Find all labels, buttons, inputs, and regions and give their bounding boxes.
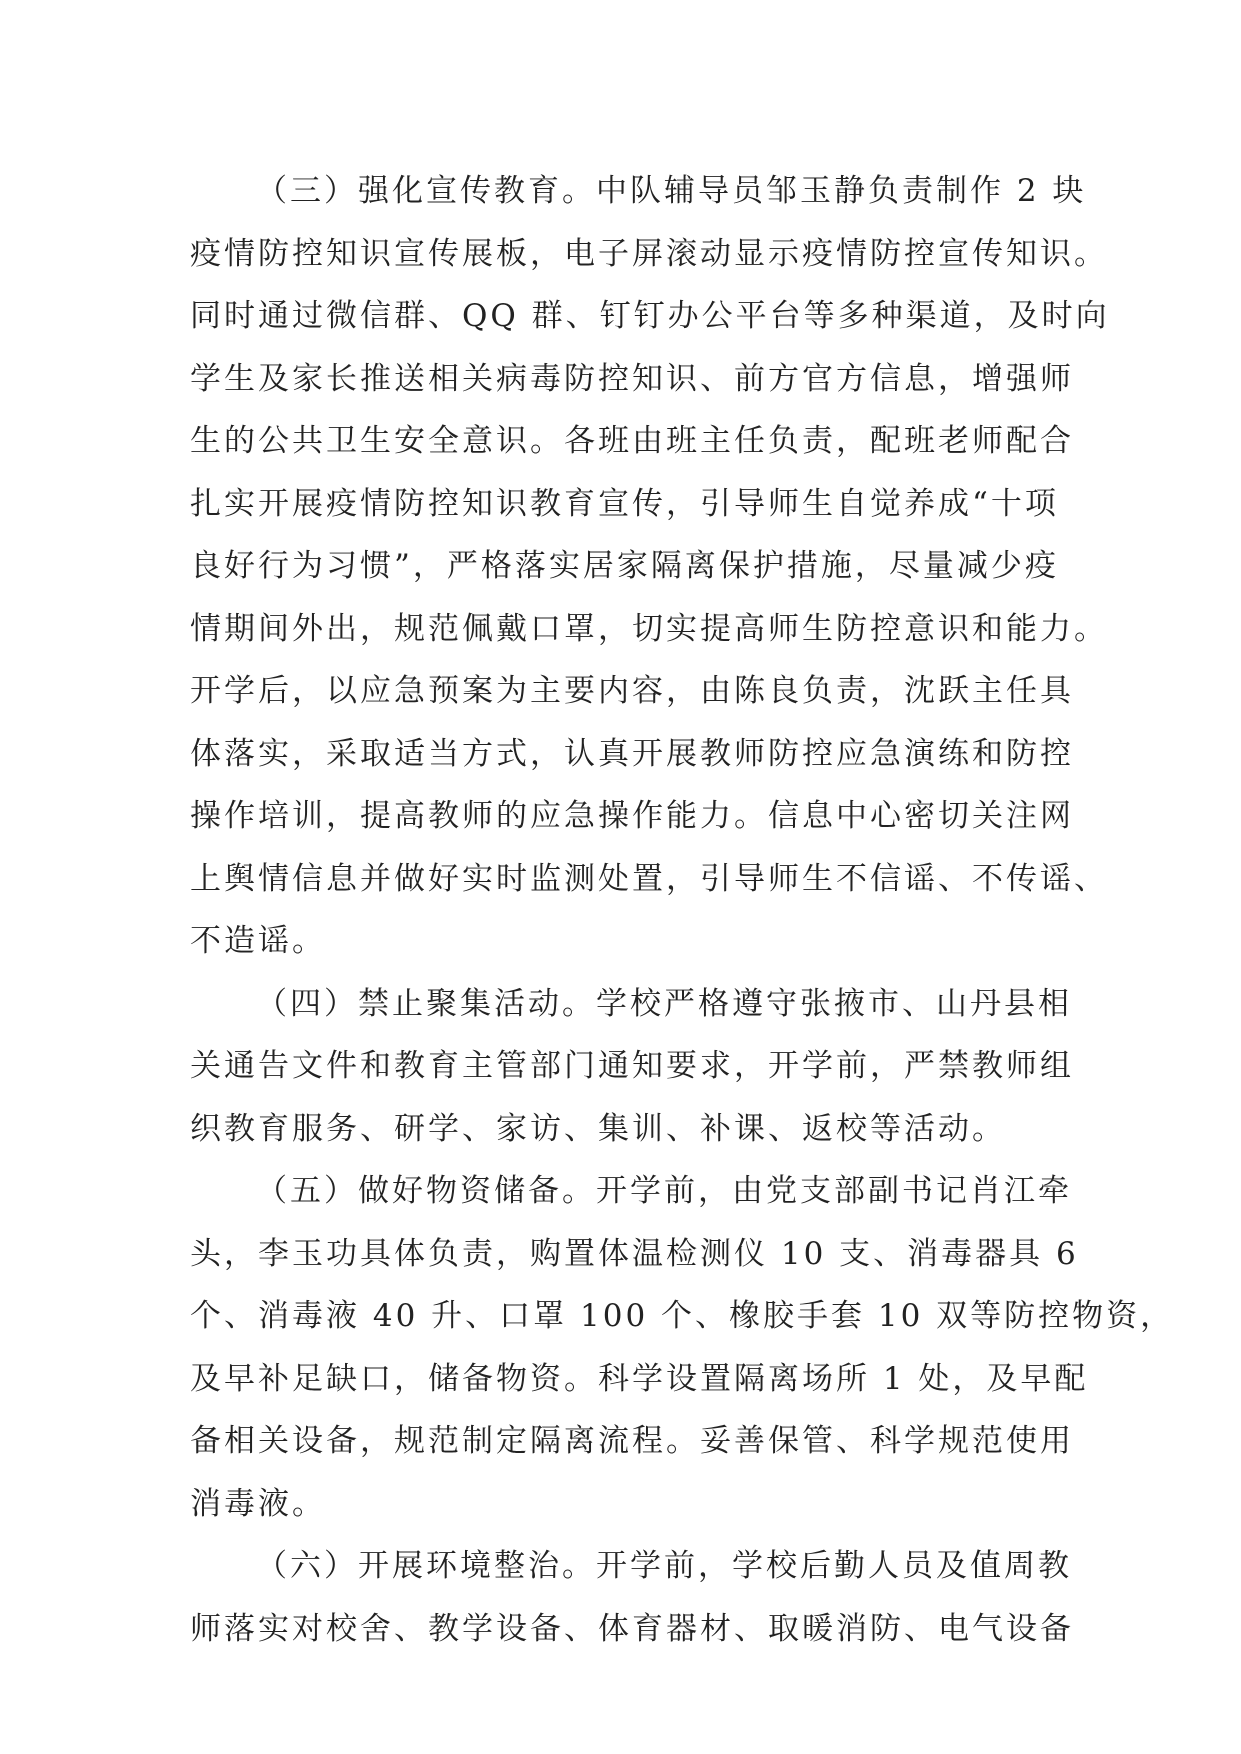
paragraph-5-line: 及早补足缺口，储备物资。科学设置隔离场所 1 处，及早配 [190, 1360, 1089, 1397]
paragraph-3-line: 扎实开展疫情防控知识教育宣传，引导师生自觉养成“十项 [190, 485, 1059, 522]
paragraph-6-line: 师落实对校舍、教学设备、体育器材、取暖消防、电气设备 [190, 1610, 1074, 1647]
paragraph-5-line: 备相关设备，规范制定隔离流程。妥善保管、科学规范使用 [190, 1423, 1074, 1459]
paragraph-3-line: 良好行为习惯”，严格落实居家隔离保护措施，尽量减少疫 [190, 548, 1059, 584]
paragraph-5-line: 头，李玉功具体负责，购置体温检测仪 10 支、消毒器具 6 [190, 1235, 1079, 1272]
paragraph-3-line: 学生及家长推送相关病毒防控知识、前方官方信息，增强师 [190, 360, 1074, 397]
paragraph-3-line: 体落实，采取适当方式，认真开展教师防控应急演练和防控 [190, 735, 1074, 772]
paragraph-3-line: 情期间外出，规范佩戴口罩，切实提高师生防控意识和能力。 [190, 610, 1108, 647]
paragraph-3-line: 不造谣。 [190, 923, 326, 959]
paragraph-3-line: 操作培训，提高教师的应急操作能力。信息中心密切关注网 [190, 798, 1074, 834]
paragraph-4-line: （四）禁止聚集活动。学校严格遵守张掖市、山丹县相 [256, 985, 1072, 1022]
paragraph-5-line: （五）做好物资储备。开学前，由党支部副书记肖江牵 [256, 1173, 1072, 1209]
document-body [190, 160, 1175, 1660]
paragraph-3-line: （三）强化宣传教育。中队辅导员邹玉静负责制作 2 块 [256, 173, 1087, 209]
paragraph-4-line: 织教育服务、研学、家访、集训、补课、返校等活动。 [190, 1110, 1006, 1147]
paragraph-5-line: 个、消毒液 40 升、口罩 100 个、橡胶手套 10 双等防控物资， [190, 1298, 1175, 1334]
paragraph-3-line: 同时通过微信群、QQ 群、钉钉办公平台等多种渠道，及时向 [190, 298, 1110, 334]
paragraph-6-line: （六）开展环境整治。开学前，学校后勤人员及值周教 [256, 1548, 1072, 1584]
paragraph-3-line: 生的公共卫生安全意识。各班由班主任负责，配班老师配合 [190, 423, 1074, 459]
paragraph-5-line: 消毒液。 [190, 1485, 326, 1522]
paragraph-3-line: 开学后，以应急预案为主要内容，由陈良负责，沈跃主任具 [190, 673, 1074, 709]
paragraph-3-line: 上舆情信息并做好实时监测处置，引导师生不信谣、不传谣、 [190, 860, 1108, 897]
paragraph-3-line: 疫情防控知识宣传展板，电子屏滚动显示疫情防控宣传知识。 [190, 235, 1108, 272]
paragraph-4-line: 关通告文件和教育主管部门通知要求，开学前，严禁教师组 [190, 1048, 1074, 1084]
